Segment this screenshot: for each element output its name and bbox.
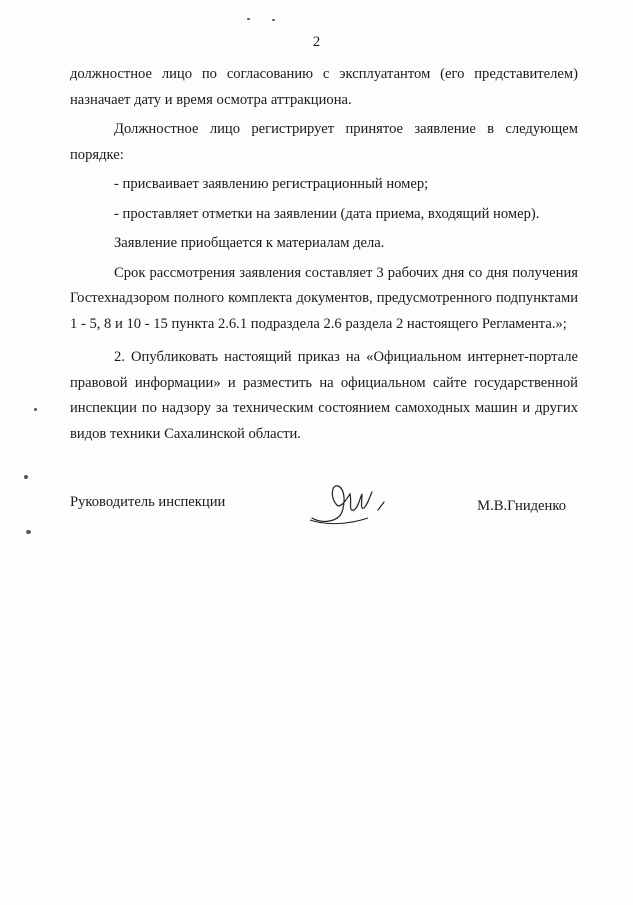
handwritten-signature [308,482,388,528]
signer-name: М.В.Гниденко [477,498,566,514]
scan-speck [26,530,31,534]
page-number: 2 [312,34,321,50]
scan-speck [24,475,28,479]
paragraph-2: Должностное лицо регистрирует принятое заявление в следующем порядке: [70,121,578,163]
signature-block [70,482,570,532]
scan-speck [272,19,275,21]
paragraph-5: Заявление приобщается к материалам дела. [114,235,385,251]
paragraph-4: - проставляет отметки на заявлении (дата приема, входящий номер). [114,205,540,222]
document-body [70,62,578,447]
paragraph-1: должностное лицо по согласованию с эксплуатантом (его представителем) назначает дату и время осмотра аттракциона. [70,66,578,108]
scan-speck [247,18,250,20]
scan-speck [34,408,37,411]
paragraph-7: 2. Опубликовать настоящий приказ на «Официальном интернет-портале правовой информации» и разместить на официальном сайте государственной инспекции по надзору за техническим состоянием самоходных машин и других видов техники Сахалинской области. [70,349,578,442]
signer-title: Руководитель инспекции [70,494,226,510]
paragraph-3: - присваивает заявлению регистрационный номер; [114,176,429,192]
paragraph-6: Срок рассмотрения заявления составляет 3 рабочих дня со дня получения Гостехнадзором полного комплекта документов, предусмотренного подпунктами 1 - 5, 8 и 10 - 15 пункта 2.6.1 подраздела 2.6 раздела 2 настоящего Регламента.»; [70,264,578,332]
